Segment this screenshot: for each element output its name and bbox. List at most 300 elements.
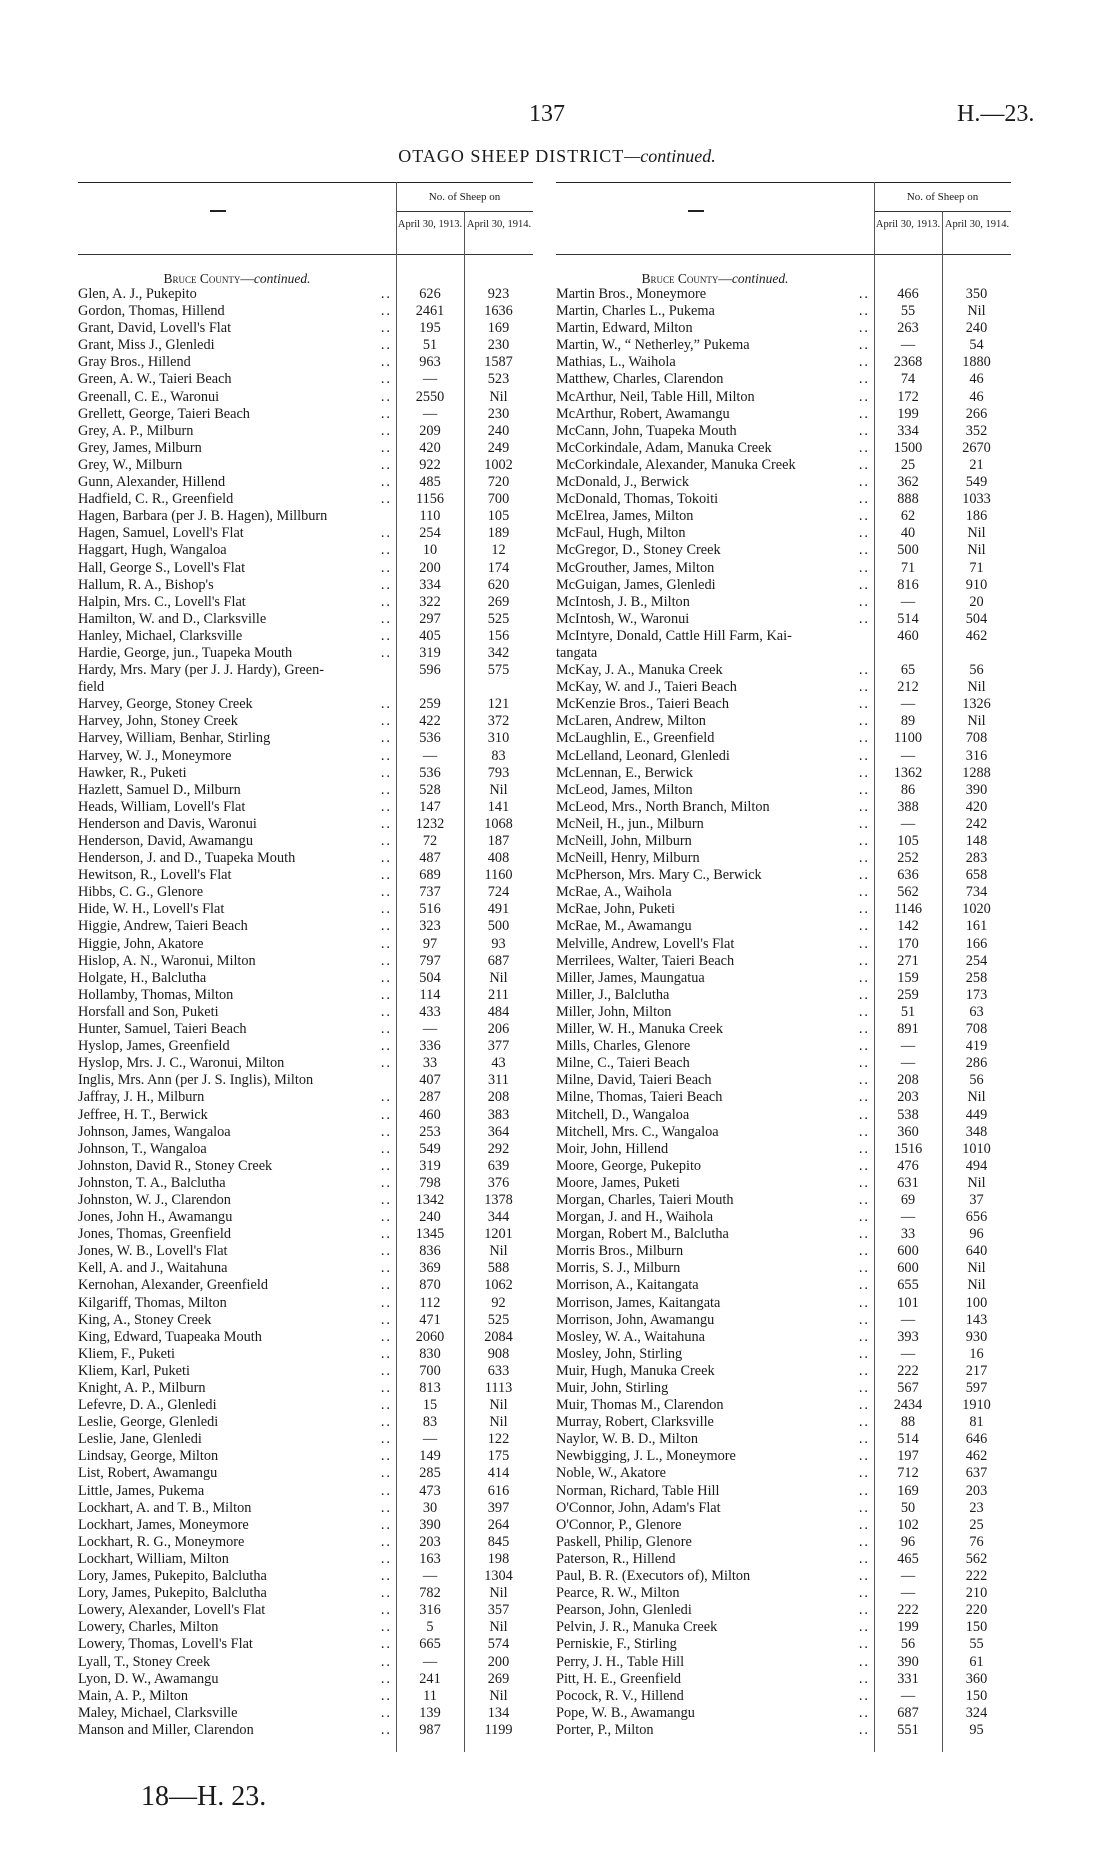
leader-dots: .. — [858, 935, 870, 952]
leader-dots: .. — [858, 405, 870, 422]
owner-cell: Mosley, John, Stirling .. — [556, 1345, 870, 1362]
owner-cell: Harvey, John, Stoney Creek .. — [78, 713, 392, 730]
table-row — [556, 1124, 1011, 1141]
owner-cell: Knight, A. P., Milburn .. — [78, 1380, 392, 1396]
leader-dots: .. — [858, 1345, 870, 1362]
sheep-1914-cell: 1160 — [484, 867, 513, 884]
leader-dots: .. — [380, 405, 392, 422]
leader-dots: .. — [858, 730, 870, 747]
leader-dots: .. — [380, 1021, 392, 1038]
leader-dots: .. — [858, 1585, 870, 1602]
table-row — [78, 987, 533, 1004]
leader-dots: .. — [858, 1294, 870, 1311]
sheep-1914-cell: 56 — [969, 1072, 984, 1089]
sheep-1914-cell: 134 — [487, 1704, 510, 1721]
table-row — [78, 320, 533, 337]
owner-cell: Pope, W. B., Awamangu .. — [556, 1704, 870, 1721]
owner-cell: McElrea, James, Milton .. — [556, 508, 870, 525]
table-row — [78, 1209, 533, 1226]
owner-cell: Morgan, Robert M., Balclutha .. — [556, 1226, 870, 1243]
sheep-1914-cell: 597 — [965, 1380, 988, 1396]
table-row — [556, 1107, 1011, 1124]
sheep-1913-cell: 208 — [897, 1072, 919, 1089]
owner-cell: Moir, John, Hillend .. — [556, 1140, 870, 1157]
leader-dots: .. — [380, 1533, 392, 1550]
sheep-1914-cell: 198 — [487, 1550, 510, 1567]
sheep-1914-cell: 908 — [487, 1345, 510, 1362]
table-row — [556, 1465, 1011, 1482]
owner-cell: McIntosh, J. B., Milton .. — [556, 593, 870, 610]
sheep-1913-cell: 33 — [422, 1055, 438, 1072]
leader-dots: .. — [858, 747, 870, 764]
table-row — [78, 1260, 533, 1277]
sheep-1914-cell: 420 — [965, 798, 988, 815]
table-row — [78, 1397, 533, 1414]
owner-cell: Martin, Charles L., Pukema .. — [556, 303, 870, 320]
table-row — [78, 696, 533, 713]
leader-dots: .. — [858, 1157, 870, 1174]
sheep-1913-cell: 203 — [897, 1089, 919, 1106]
owner-cell: Pitt, H. E., Greenfield .. — [556, 1670, 870, 1687]
sheep-1914-cell: 141 — [487, 798, 510, 815]
leader-dots: .. — [380, 1465, 392, 1482]
sheep-1914-cell: 186 — [965, 508, 988, 525]
sheep-1913-cell: 465 — [897, 1550, 919, 1567]
sheep-1913-cell: 74 — [900, 371, 916, 388]
leader-dots: .. — [380, 833, 392, 849]
sheep-1914-cell: 484 — [487, 1003, 510, 1020]
sheep-1914-cell: 1068 — [484, 815, 513, 832]
table-row — [78, 1192, 533, 1209]
sheep-1913-cell: 88 — [900, 1414, 916, 1431]
table-row — [556, 1089, 1011, 1106]
sheep-1913-cell: 112 — [419, 1294, 441, 1311]
sheep-1914-cell: 639 — [487, 1157, 510, 1174]
sheep-1914-cell: 910 — [965, 576, 988, 593]
sheep-1913-cell: 259 — [419, 696, 441, 713]
sheep-1913-cell: — — [422, 405, 438, 422]
sheep-1913-cell: — — [900, 1585, 916, 1602]
sheep-1914-cell: 283 — [965, 850, 988, 867]
table-row — [556, 782, 1011, 799]
sheep-1913-cell: 139 — [419, 1704, 441, 1721]
sheep-1913-cell — [396, 679, 464, 696]
owner-cell: Holgate, H., Balclutha .. — [78, 969, 392, 986]
sheep-1913-cell: 51 — [422, 337, 438, 354]
owner-cell: Moore, George, Pukepito .. — [556, 1157, 870, 1174]
leader-dots: .. — [858, 1226, 870, 1243]
table-row — [556, 953, 1011, 970]
sheep-1914-cell: 230 — [487, 337, 510, 354]
sheep-1914-cell: 574 — [487, 1636, 510, 1653]
leader-dots: .. — [858, 371, 870, 388]
sheep-1914-cell: 240 — [965, 320, 988, 337]
leader-dots: .. — [380, 1482, 392, 1499]
table-row — [78, 1500, 533, 1517]
leader-dots: .. — [380, 388, 392, 405]
table-row — [556, 1431, 1011, 1448]
sheep-1914-cell: 500 — [487, 918, 510, 935]
sheep-1914-cell: 187 — [487, 833, 510, 849]
leader-dots: .. — [858, 1687, 870, 1704]
page-number: 137 — [529, 101, 565, 127]
table-row — [556, 918, 1011, 935]
table-row — [78, 1722, 533, 1739]
owner-cell: McNeill, Henry, Milburn .. — [556, 850, 870, 867]
sheep-1914-cell: 93 — [491, 935, 506, 952]
table-row — [556, 1448, 1011, 1465]
leader-dots: .. — [380, 969, 392, 986]
owner-cell: Miller, John, Milton .. — [556, 1003, 870, 1020]
sheep-1913-cell: 319 — [419, 644, 441, 661]
table-row — [78, 389, 533, 406]
table-row — [78, 816, 533, 833]
owner-cell: Lory, James, Pukepito, Balclutha .. — [78, 1568, 392, 1585]
owner-cell: Morgan, J. and H., Waihola .. — [556, 1209, 870, 1226]
sheep-1913-cell: 504 — [419, 969, 441, 986]
owner-cell: Milne, C., Taieri Beach .. — [556, 1055, 870, 1072]
sheep-1913-cell: 433 — [419, 1003, 441, 1020]
table-row — [556, 1414, 1011, 1431]
sheep-1913-cell: 1156 — [415, 491, 445, 508]
sheep-1913-cell: 195 — [419, 320, 441, 337]
sheep-1914-cell: 311 — [488, 1072, 509, 1089]
sheep-1914-cell: 208 — [487, 1089, 510, 1106]
sheep-1914-cell: Nil — [967, 303, 986, 320]
table-row — [78, 901, 533, 918]
sheep-1913-cell: — — [900, 1311, 916, 1328]
table-row — [556, 799, 1011, 816]
leader-dots: .. — [380, 644, 392, 661]
table-row — [556, 1517, 1011, 1534]
sheep-1914-cell: Nil — [489, 1619, 508, 1636]
sheep-1914-cell: 210 — [965, 1585, 988, 1602]
owner-cell: Hardie, George, jun., Tuapeka Mouth .. — [78, 644, 392, 661]
table-row — [556, 679, 1011, 696]
owner-cell: Johnston, W. J., Clarendon .. — [78, 1191, 392, 1208]
table-row — [556, 970, 1011, 987]
sheep-1913-cell: 322 — [419, 593, 441, 610]
sheep-1913-cell: 689 — [419, 867, 441, 884]
sheep-1913-cell: 105 — [897, 833, 919, 849]
owner-cell: Higgie, Andrew, Taieri Beach .. — [78, 918, 392, 935]
sheep-1913-cell: 1100 — [893, 730, 923, 747]
leader-dots: .. — [380, 1619, 392, 1636]
sheep-1914-cell: 189 — [487, 525, 510, 542]
table-row — [78, 1568, 533, 1585]
sheep-1914-cell: 637 — [965, 1465, 988, 1482]
owner-cell: McKay, W. and J., Taieri Beach .. — [556, 679, 870, 696]
table-row — [78, 542, 533, 559]
table-row — [78, 782, 533, 799]
leader-dots: .. — [380, 1704, 392, 1721]
sheep-1913-cell: 5 — [426, 1619, 434, 1636]
sheep-1913-cell: 334 — [897, 422, 919, 439]
sheep-1914-cell: 923 — [487, 286, 510, 302]
table-row — [78, 748, 533, 765]
owner-cell: Matthew, Charles, Clarendon .. — [556, 371, 870, 388]
table-row — [78, 953, 533, 970]
sheep-1913-cell: 500 — [897, 542, 919, 559]
sheep-1914-cell: 211 — [488, 986, 509, 1003]
sheep-1913-cell: 71 — [900, 559, 916, 576]
sheep-1914-cell: 562 — [965, 1550, 988, 1567]
owner-cell: Noble, W., Akatore .. — [556, 1465, 870, 1482]
table-row — [78, 1363, 533, 1380]
leader-dots: .. — [858, 1482, 870, 1499]
leader-dots: .. — [380, 576, 392, 593]
leader-dots: .. — [858, 1243, 870, 1260]
sheep-1913-cell: 369 — [419, 1260, 441, 1277]
table-row — [78, 970, 533, 987]
table-row — [78, 508, 533, 525]
leader-dots: .. — [380, 918, 392, 935]
owner-cell: Mitchell, Mrs. C., Wangaloa .. — [556, 1123, 870, 1140]
table-row — [78, 1705, 533, 1722]
sheep-1914-cell: 258 — [965, 969, 988, 986]
leader-dots: .. — [380, 354, 392, 371]
sheep-1914-cell: 344 — [487, 1209, 510, 1226]
sheep-1913-cell: 209 — [419, 422, 441, 439]
leader-dots: .. — [380, 730, 392, 747]
leader-dots: .. — [380, 1311, 392, 1328]
leader-dots: .. — [858, 884, 870, 901]
owner-cell: Johnson, James, Wangaloa .. — [78, 1123, 392, 1140]
sheep-1914-cell: 222 — [965, 1568, 988, 1585]
owner-cell: Muir, Thomas M., Clarendon .. — [556, 1397, 870, 1414]
sheep-1914-cell: 360 — [965, 1670, 988, 1687]
table-top-rule — [78, 182, 533, 183]
sheep-1914-cell: 1033 — [962, 491, 991, 508]
sheep-1913-cell: 393 — [897, 1328, 919, 1345]
header-1913: April 30, 1913. — [397, 219, 463, 230]
sheep-1914-cell: 200 — [487, 1653, 510, 1670]
leader-dots: .. — [380, 1380, 392, 1396]
sheep-1914-cell: 1062 — [484, 1277, 513, 1294]
table-row — [78, 1671, 533, 1688]
leader-dots: .. — [858, 1380, 870, 1396]
owner-cell: Martin, W., “ Netherley,” Pukema .. — [556, 337, 870, 354]
table-row — [78, 560, 533, 577]
leader-dots: .. — [858, 662, 870, 679]
sheep-1913-cell: 96 — [900, 1533, 916, 1550]
leader-dots: .. — [858, 388, 870, 405]
sheep-1913-cell: 323 — [419, 918, 441, 935]
leader-dots: .. — [380, 1568, 392, 1585]
leader-dots: .. — [858, 1328, 870, 1345]
sheep-1914-cell: 203 — [965, 1482, 988, 1499]
sheep-1914-cell: 242 — [965, 815, 988, 832]
owner-cell: Harvey, W. J., Moneymore .. — [78, 747, 392, 764]
sheep-1914-cell: 364 — [487, 1123, 510, 1140]
sheep-1914-cell: 230 — [487, 405, 510, 422]
leader-dots: .. — [858, 986, 870, 1003]
table-row — [556, 1072, 1011, 1089]
table-row — [556, 730, 1011, 747]
table-row — [556, 491, 1011, 508]
owner-cell: Greenall, C. E., Waronui .. — [78, 388, 392, 405]
sheep-1914-cell: 148 — [965, 833, 988, 849]
sheep-1914-cell: 523 — [487, 371, 510, 388]
owner-cell: Hewitson, R., Lovell's Flat .. — [78, 867, 392, 884]
sheep-1913-cell: 813 — [419, 1380, 441, 1396]
table-row — [78, 884, 533, 901]
sheep-1913-cell: — — [422, 371, 438, 388]
leader-dots: .. — [858, 1704, 870, 1721]
owner-cell: McFaul, Hugh, Milton .. — [556, 525, 870, 542]
table-row — [78, 1517, 533, 1534]
sheep-1913-cell: — — [900, 696, 916, 713]
owner-cell: Naylor, W. B. D., Milton .. — [556, 1431, 870, 1448]
sheep-1913-cell: 407 — [419, 1072, 441, 1089]
owner-cell: Mitchell, D., Wangaloa .. — [556, 1106, 870, 1123]
sheep-1914-cell: 462 — [965, 627, 988, 644]
sheep-1914-cell: 408 — [487, 850, 510, 867]
leader-dots: .. — [380, 1191, 392, 1208]
table-row — [556, 1158, 1011, 1175]
owner-cell: Hunter, Samuel, Taieri Beach .. — [78, 1021, 392, 1038]
sheep-1914-cell: 575 — [487, 662, 510, 679]
sheep-1914-cell: 54 — [969, 337, 984, 354]
owner-cell: McArthur, Neil, Table Hill, Milton .. — [556, 388, 870, 405]
sheep-1913-cell: 360 — [897, 1123, 919, 1140]
sheep-1914-cell: 173 — [965, 986, 988, 1003]
sheep-1913-cell: 487 — [419, 850, 441, 867]
owner-cell: Perniskie, F., Stirling .. — [556, 1636, 870, 1653]
sheep-1913-cell: 114 — [419, 986, 441, 1003]
leader-dots: .. — [380, 1653, 392, 1670]
owner-cell: Henderson, J. and D., Tuapeka Mouth .. — [78, 850, 392, 867]
sheep-1913-cell: 460 — [419, 1106, 441, 1123]
sheep-1914-cell: 121 — [487, 696, 510, 713]
table-row — [556, 1483, 1011, 1500]
leader-dots: .. — [858, 474, 870, 491]
sheep-1914-cell: 525 — [487, 1311, 510, 1328]
sheep-1914-cell: 658 — [965, 867, 988, 884]
sheep-1914-cell: 1199 — [484, 1721, 513, 1738]
sheep-1913-cell: 69 — [900, 1191, 916, 1208]
table-row — [78, 1004, 533, 1021]
leader-dots: .. — [858, 1550, 870, 1567]
sheep-1913-cell: 460 — [897, 627, 919, 644]
owner-cell: Lyon, D. W., Awamangu .. — [78, 1670, 392, 1687]
sheep-1914-cell: 1326 — [962, 696, 991, 713]
owner-cell: Lockhart, R. G., Moneymore .. — [78, 1533, 392, 1550]
sheep-1914-cell: 25 — [969, 1516, 984, 1533]
owner-cell: Johnston, David R., Stoney Creek .. — [78, 1157, 392, 1174]
sheep-1913-cell: — — [900, 815, 916, 832]
sheep-1914-cell: 63 — [969, 1003, 984, 1020]
owner-cell: Martin Bros., Moneymore .. — [556, 286, 870, 302]
table-row — [78, 645, 533, 662]
owner-cell: Hagen, Samuel, Lovell's Flat .. — [78, 525, 392, 542]
sheep-1914-cell: 1002 — [484, 456, 513, 473]
owner-cell: Lockhart, William, Milton .. — [78, 1550, 392, 1567]
leader-dots: .. — [380, 1140, 392, 1157]
owner-cell: Mathias, L., Waihola .. — [556, 354, 870, 371]
sheep-1914-cell: 1113 — [484, 1380, 513, 1396]
leader-dots: .. — [380, 815, 392, 832]
sheep-1914-cell: 377 — [487, 1038, 510, 1055]
sheep-1913-cell: — — [900, 747, 916, 764]
section-heading — [556, 271, 874, 287]
leader-dots: .. — [858, 286, 870, 302]
owner-cell: Gunn, Alexander, Hillend .. — [78, 474, 392, 491]
table-row — [78, 1346, 533, 1363]
table-row — [556, 1671, 1011, 1688]
table-row — [78, 440, 533, 457]
owner-cell: McLeod, James, Milton .. — [556, 781, 870, 798]
owner-cell: Manson and Miller, Clarendon .. — [78, 1721, 392, 1738]
sheep-1913-cell: 737 — [419, 884, 441, 901]
table-row — [78, 1619, 533, 1636]
owner-cell: Hibbs, C. G., Glenore .. — [78, 884, 392, 901]
owner-cell: O'Connor, John, Adam's Flat .. — [556, 1499, 870, 1516]
owner-cell: Milne, David, Taieri Beach .. — [556, 1072, 870, 1089]
leader-dots: .. — [380, 491, 392, 508]
owner-cell: Muir, Hugh, Manuka Creek .. — [556, 1362, 870, 1379]
leader-dots: .. — [380, 593, 392, 610]
leader-dots: .. — [380, 1687, 392, 1704]
leader-dots: .. — [858, 679, 870, 696]
table-row — [556, 1226, 1011, 1243]
table-row — [556, 1363, 1011, 1380]
leader-dots: .. — [858, 1123, 870, 1140]
table-row — [556, 1260, 1011, 1277]
owner-cell: Heads, William, Lovell's Flat .. — [78, 798, 392, 815]
table-row — [556, 1329, 1011, 1346]
table-row — [78, 679, 533, 696]
sheep-1913-cell: 538 — [897, 1106, 919, 1123]
leader-dots: .. — [858, 1140, 870, 1157]
leader-dots: .. — [380, 1243, 392, 1260]
sheep-1914-cell: 55 — [969, 1636, 984, 1653]
sheep-1913-cell: 798 — [419, 1174, 441, 1191]
sheep-1914-cell: 845 — [487, 1533, 510, 1550]
owner-cell: Main, A. P., Milton .. — [78, 1687, 392, 1704]
leader-dots: .. — [380, 303, 392, 320]
owner-cell: Pearson, John, Glenledi .. — [556, 1602, 870, 1619]
table-row — [556, 286, 1011, 303]
table-row — [556, 713, 1011, 730]
owner-cell: Lefevre, D. A., Glenledi .. — [78, 1397, 392, 1414]
table-row — [556, 1636, 1011, 1653]
sheep-1913-cell: 2060 — [415, 1328, 445, 1345]
sheep-1913-cell: — — [422, 1431, 438, 1448]
leader-dots: .. — [380, 884, 392, 901]
name-column-header-dash — [210, 210, 226, 212]
sheep-1914-cell: 419 — [965, 1038, 988, 1055]
leader-dots: .. — [380, 1328, 392, 1345]
sheep-1913-cell: 240 — [419, 1209, 441, 1226]
sheep-1913-cell: 636 — [897, 867, 919, 884]
sheep-1913-cell: 15 — [422, 1397, 438, 1414]
leader-dots: .. — [380, 850, 392, 867]
table-row — [78, 1055, 533, 1072]
sheep-1913-cell: 254 — [419, 525, 441, 542]
owner-cell: Hislop, A. N., Waronui, Milton .. — [78, 952, 392, 969]
sheep-1913-cell: 1345 — [415, 1226, 445, 1243]
owner-cell: Morris, S. J., Milburn .. — [556, 1260, 870, 1277]
leader-dots: .. — [858, 320, 870, 337]
sheep-1913-cell: 476 — [897, 1157, 919, 1174]
owner-cell: Grant, Miss J., Glenledi .. — [78, 337, 392, 354]
sheep-1913-cell: 331 — [897, 1670, 919, 1687]
sheep-1913-cell: — — [422, 1653, 438, 1670]
sheep-1913-cell: 101 — [897, 1294, 919, 1311]
table-row — [78, 1158, 533, 1175]
leader-dots: .. — [858, 713, 870, 730]
